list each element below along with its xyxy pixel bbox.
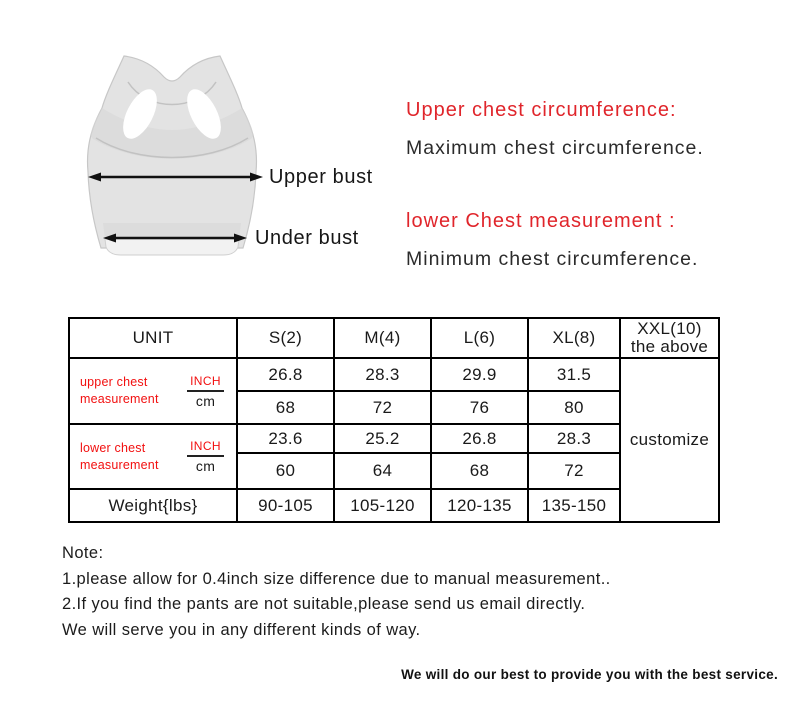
measurement-descriptions xyxy=(406,99,766,271)
upper-chest-label-cell xyxy=(69,358,237,424)
table-cell: 72 xyxy=(334,391,431,424)
unit-header-cell: UNIT xyxy=(69,318,237,358)
note-line-1: 1.please allow for 0.4inch size difference due to manual measurement.. xyxy=(62,569,611,588)
table-cell: 28.3 xyxy=(528,424,620,453)
inch-unit-label: INCH xyxy=(187,439,224,457)
table-cell: 28.3 xyxy=(334,358,431,391)
upper-chest-text: Maximum chest circumference. xyxy=(406,137,704,159)
table-cell: 23.6 xyxy=(237,424,334,453)
notes-block xyxy=(62,541,611,643)
table-cell: 26.8 xyxy=(237,358,334,391)
xxl-header-line1: XXL(10) xyxy=(637,319,702,338)
table-cell: 135-150 xyxy=(528,489,620,522)
table-cell: 26.8 xyxy=(431,424,528,453)
inch-unit-label: INCH xyxy=(187,374,224,392)
lower-unit-fraction xyxy=(187,439,224,474)
note-line-3: We will serve you in any different kinds of way. xyxy=(62,620,421,639)
upper-chest-inch-row xyxy=(69,358,719,391)
lower-chest-text: Minimum chest circumference. xyxy=(406,248,699,270)
upper-chest-label: upper chest measurement xyxy=(80,375,159,406)
size-header-s: S(2) xyxy=(237,318,334,358)
note-line-2: 2.If you find the pants are not suitable,please send us email directly. xyxy=(62,595,586,613)
table-cell: 31.5 xyxy=(528,358,620,391)
table-cell: 90-105 xyxy=(237,489,334,522)
table-cell: 80 xyxy=(528,391,620,424)
size-header-m: M(4) xyxy=(334,318,431,358)
customize-cell: customize xyxy=(620,358,719,522)
size-table xyxy=(68,317,720,523)
size-header-xxl xyxy=(620,318,719,358)
lower-chest-label: lower chest measurement xyxy=(80,440,159,472)
table-cell: 25.2 xyxy=(334,424,431,453)
table-cell: 72 xyxy=(528,453,620,489)
xxl-header-line2: the above xyxy=(630,337,709,356)
table-cell: 60 xyxy=(237,453,334,489)
service-statement: We will do our best to provide you with the best service. xyxy=(401,667,778,682)
size-header-l: L(6) xyxy=(431,318,528,358)
upper-chest-title: Upper chest circumference: xyxy=(406,99,677,121)
bra-hem xyxy=(105,239,239,255)
lower-chest-title: lower Chest measurement : xyxy=(406,210,676,232)
table-cell: 64 xyxy=(334,453,431,489)
size-header-xl: XL(8) xyxy=(528,318,620,358)
upper-unit-fraction xyxy=(187,374,224,409)
weight-label-cell: Weight{lbs} xyxy=(69,489,237,522)
table-cell: 120-135 xyxy=(431,489,528,522)
bra-band xyxy=(103,223,241,239)
table-cell: 105-120 xyxy=(334,489,431,522)
cm-unit-label: cm xyxy=(195,458,216,474)
table-cell: 29.9 xyxy=(431,358,528,391)
notes-title: Note: xyxy=(62,544,104,562)
under-bust-label: Under bust xyxy=(255,227,359,249)
upper-bust-label: Upper bust xyxy=(269,166,373,188)
table-header-row xyxy=(69,318,719,358)
table-cell: 68 xyxy=(431,453,528,489)
lower-chest-label-cell xyxy=(69,424,237,489)
cm-unit-label: cm xyxy=(195,392,216,409)
table-cell: 76 xyxy=(431,391,528,424)
table-cell: 68 xyxy=(237,391,334,424)
